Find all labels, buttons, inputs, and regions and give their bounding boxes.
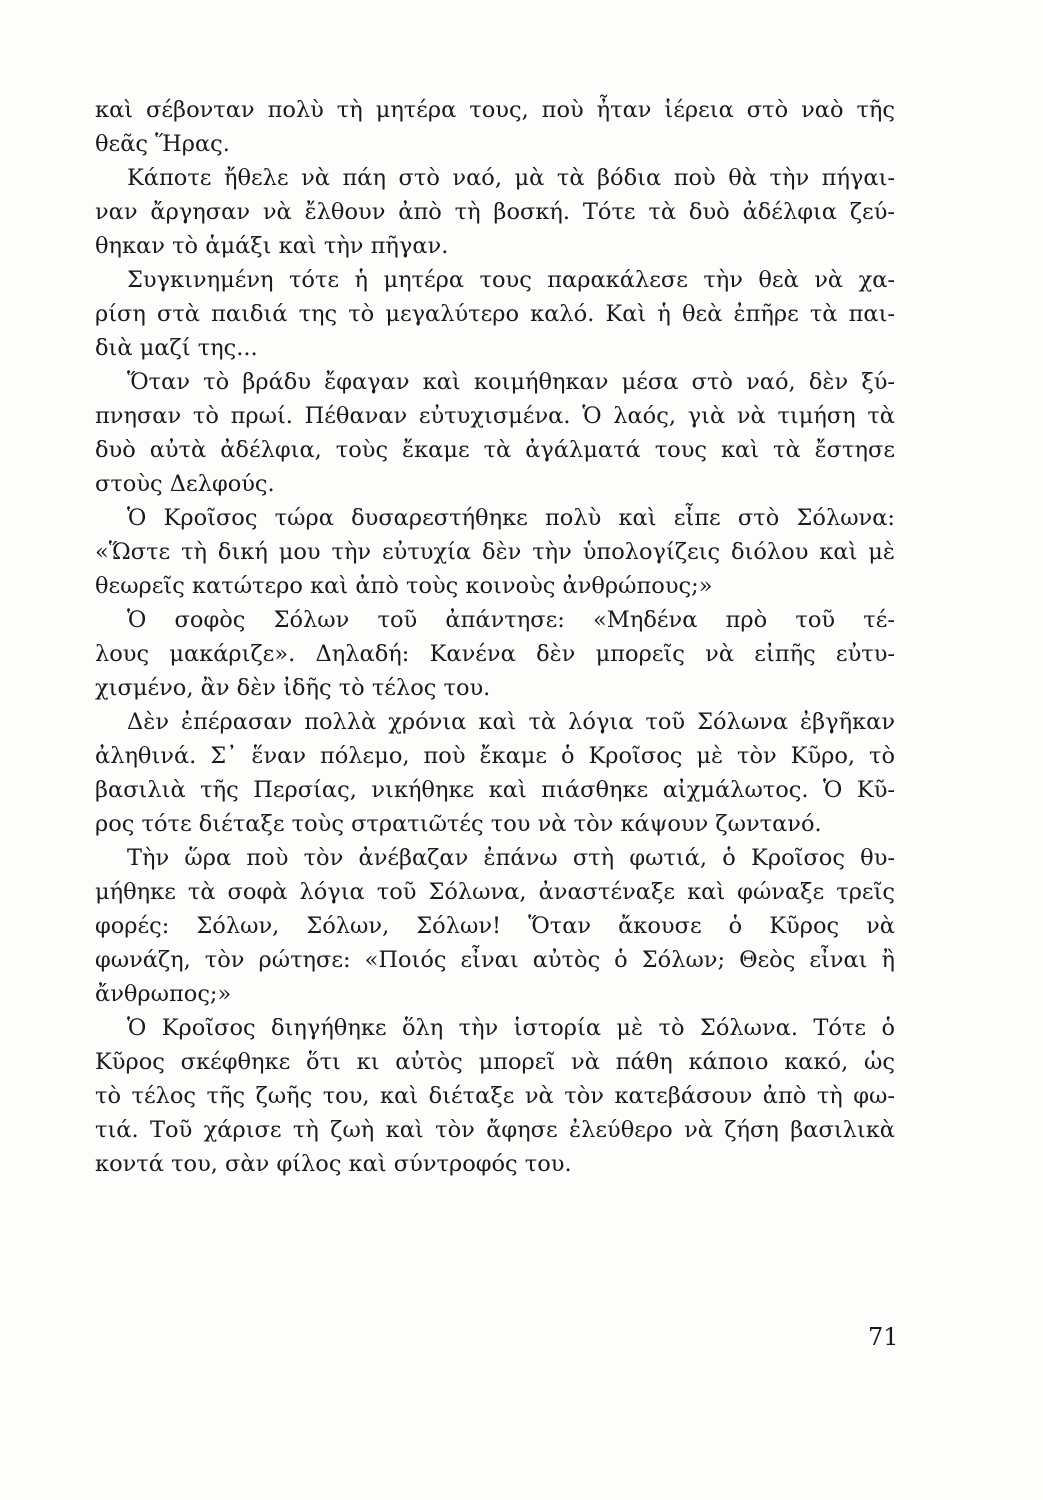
text-line: δυὸ αὐτὰ ἀδέλφια, τοὺς ἔκαμε τὰ ἀγάλματά τους καὶ τὰ ἔστησε <box>95 437 895 463</box>
text-line: φορές: Σόλων, Σόλων, Σόλων! Ὅταν ἄκουσε ὁ Κῦρος νὰ <box>95 913 895 939</box>
text-line: Κῦρος σκέφθηκε ὅτι κι αὐτὸς μπορεῖ νὰ πάθη κάποιο κακό, ὡς <box>95 1049 895 1075</box>
text-line: ρος τότε διέταξε τοὺς στρατιῶτές του νὰ τὸν κάψουν ζωντανό. <box>95 811 822 837</box>
text-line: Τὴν ὥρα ποὺ τὸν ἀνέβαζαν ἐπάνω στὴ φωτιά, ὁ Κροῖσος θυ- <box>127 845 895 871</box>
text-line: Δὲν ἐπέρασαν πολλὰ χρόνια καὶ τὰ λόγια τοῦ Σόλωνα ἐβγῆκαν <box>127 709 895 735</box>
text-line: χισμένο, ἂν δὲν ἰδῆς τὸ τέλος του. <box>95 675 491 701</box>
text-line: φωνάζη, τὸν ρώτησε: «Ποιός εἶναι αὐτὸς ὁ Σόλων; Θεὸς εἶναι ἢ <box>95 947 895 973</box>
text-line: Ὁ Κροῖσος τώρα δυσαρεστήθηκε πολὺ καὶ εἶπε στὸ Σόλωνα: <box>127 505 895 531</box>
text-line: Ὅταν τὸ βράδυ ἔφαγαν καὶ κοιμήθηκαν μέσα στὸ ναό, δὲν ξύ- <box>127 369 895 395</box>
text-line: Κάποτε ἤθελε νὰ πάη στὸ ναό, μὰ τὰ βόδια ποὺ θὰ τὴν πήγαι- <box>127 165 895 191</box>
text-line: τὸ τέλος τῆς ζωῆς του, καὶ διέταξε νὰ τὸν κατεβάσουν ἀπὸ τὴ φω- <box>95 1083 895 1109</box>
text-line: Συγκινημένη τότε ἡ μητέρα τους παρακάλεσε τὴν θεὰ νὰ χα- <box>127 267 895 293</box>
text-line: θηκαν τὸ ἁμάξι καὶ τὴν πῆγαν. <box>95 233 449 259</box>
text-line: θεωρεῖς κατώτερο καὶ ἀπὸ τοὺς κοινοὺς ἀνθρώπους;» <box>95 573 713 599</box>
text-line: λους μακάριζε». Δηλαδή: Κανένα δὲν μπορεῖς νὰ εἰπῆς εὐτυ- <box>95 641 895 667</box>
text-line: κοντά του, σὰν φίλος καὶ σύντροφός του. <box>95 1151 572 1177</box>
text-line: «Ὥστε τὴ δική μου τὴν εὐτυχία δὲν τὴν ὑπολογίζεις διόλου καὶ μὲ <box>95 539 895 565</box>
text-line: ἀληθινά. Σ᾿ ἕναν πόλεμο, ποὺ ἔκαμε ὁ Κροῖσος μὲ τὸν Κῦρο, τὸ <box>95 743 895 769</box>
text-line: στοὺς Δελφούς. <box>95 471 275 497</box>
text-line: μήθηκε τὰ σοφὰ λόγια τοῦ Σόλωνα, ἀναστέναξε καὶ φώναξε τρεῖς <box>95 879 895 905</box>
page-number: 71 <box>868 1323 899 1351</box>
text-line: πνησαν τὸ πρωί. Πέθαναν εὐτυχισμένα. Ὁ λαός, γιὰ νὰ τιμήση τὰ <box>95 403 895 429</box>
text-line: καὶ σέβονταν πολὺ τὴ μητέρα τους, ποὺ ἦταν ἱέρεια στὸ ναὸ τῆς <box>95 97 895 123</box>
text-line: Ὁ σοφὸς Σόλων τοῦ ἀπάντησε: «Μηδένα πρὸ τοῦ τέ- <box>127 607 895 633</box>
text-line: ἄνθρωπος;» <box>95 981 232 1007</box>
text-line: ναν ἄργησαν νὰ ἔλθουν ἀπὸ τὴ βοσκή. Τότε τὰ δυὸ ἀδέλφια ζεύ- <box>95 199 895 225</box>
text-line: Ὁ Κροῖσος διηγήθηκε ὅλη τὴν ἱστορία μὲ τὸ Σόλωνα. Τότε ὁ <box>127 1015 895 1041</box>
text-line: ρίση στὰ παιδιά της τὸ μεγαλύτερο καλό. Καὶ ἡ θεὰ ἐπῆρε τὰ παι- <box>95 301 895 327</box>
text-line: βασιλιὰ τῆς Περσίας, νικήθηκε καὶ πιάσθηκε αἰχμάλωτος. Ὁ Κῦ- <box>95 777 895 803</box>
text-line: διὰ μαζί της... <box>95 335 258 361</box>
text-line: τιά. Τοῦ χάρισε τὴ ζωὴ καὶ τὸν ἄφησε ἐλεύθερο νὰ ζήση βασιλικὰ <box>95 1117 895 1143</box>
text-line: θεᾶς Ἥρας. <box>95 131 230 157</box>
